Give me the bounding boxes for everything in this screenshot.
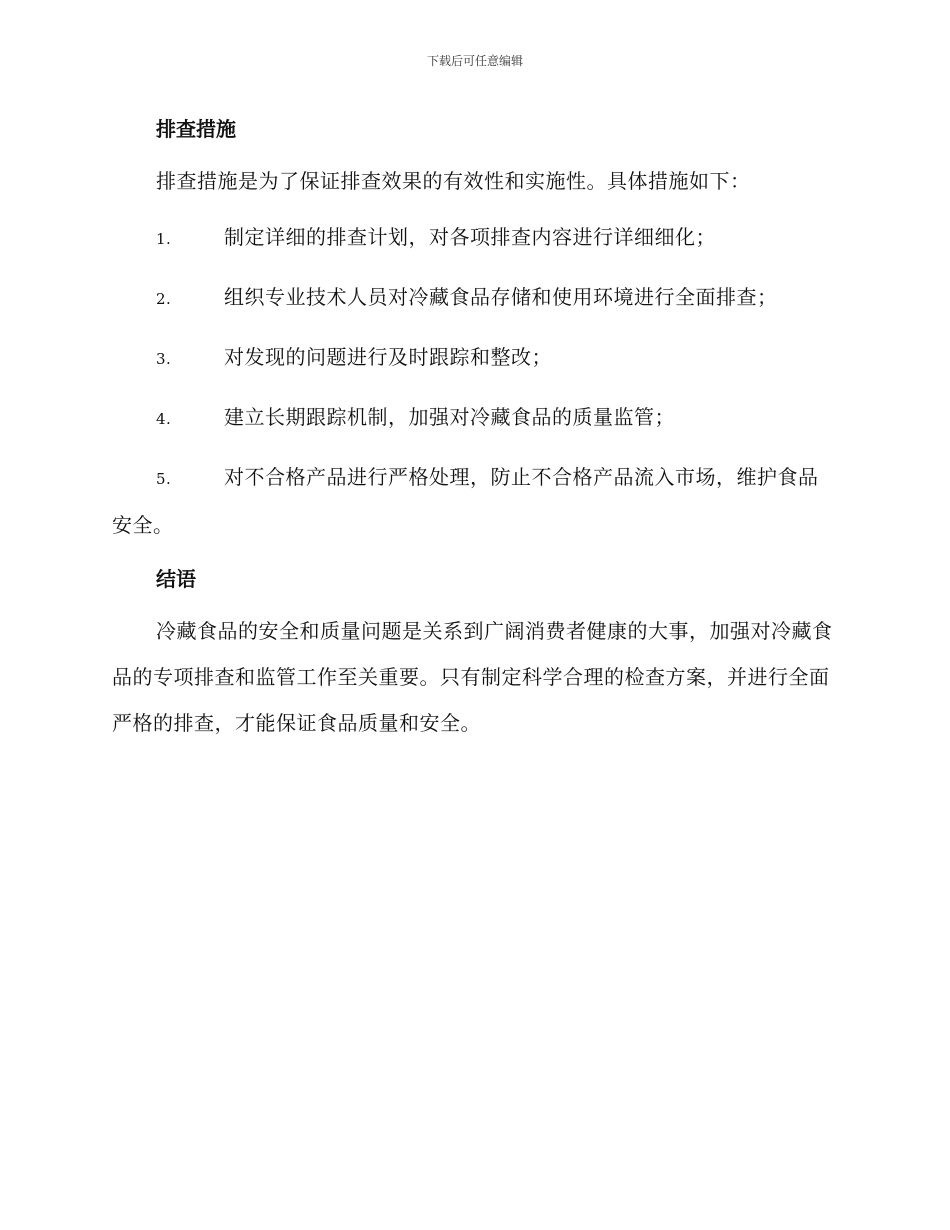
- list-item-number: 2.: [156, 290, 172, 308]
- list-item-number: 4.: [156, 410, 172, 428]
- list-item: [112, 394, 836, 442]
- section-heading-measures: 排查措施: [156, 117, 236, 141]
- list-item: [112, 274, 836, 322]
- list-item-text: 对不合格产品进行严格处理，防止不合格产品流入市场，维护食品安全。: [112, 465, 819, 537]
- list-item-number: 3.: [156, 350, 172, 368]
- list-item: [112, 454, 836, 548]
- list-item-number: 1.: [156, 230, 172, 248]
- header-note: 下载后可任意编辑: [426, 54, 523, 68]
- list-item-text: 制定详细的排查计划，对各项排查内容进行详细细化；: [224, 225, 716, 249]
- conclusion-body: 冷藏食品的安全和质量问题是关系到广阔消费者健康的大事，加强对冷藏食品的专项排查和监管工作至关重要。只有制定科学合理的检查方案，并进行全面严格的排查，才能保证食品质量和安全。: [112, 619, 833, 735]
- list-item-number: 5.: [156, 470, 172, 488]
- list-item: [112, 214, 836, 262]
- list-item-text: 建立长期跟踪机制，加强对冷藏食品的质量监管；: [224, 405, 675, 429]
- measures-list: [112, 214, 836, 548]
- list-item-text: 对发现的问题进行及时跟踪和整改；: [224, 345, 552, 369]
- measures-intro: 排查措施是为了保证排查效果的有效性和实施性。具体措施如下：: [156, 169, 751, 193]
- list-item: [112, 334, 836, 382]
- section-heading-conclusion: 结语: [156, 567, 196, 591]
- document-body: [112, 110, 836, 746]
- list-item-text: 组织专业技术人员对冷藏食品存储和使用环境进行全面排查；: [224, 285, 778, 309]
